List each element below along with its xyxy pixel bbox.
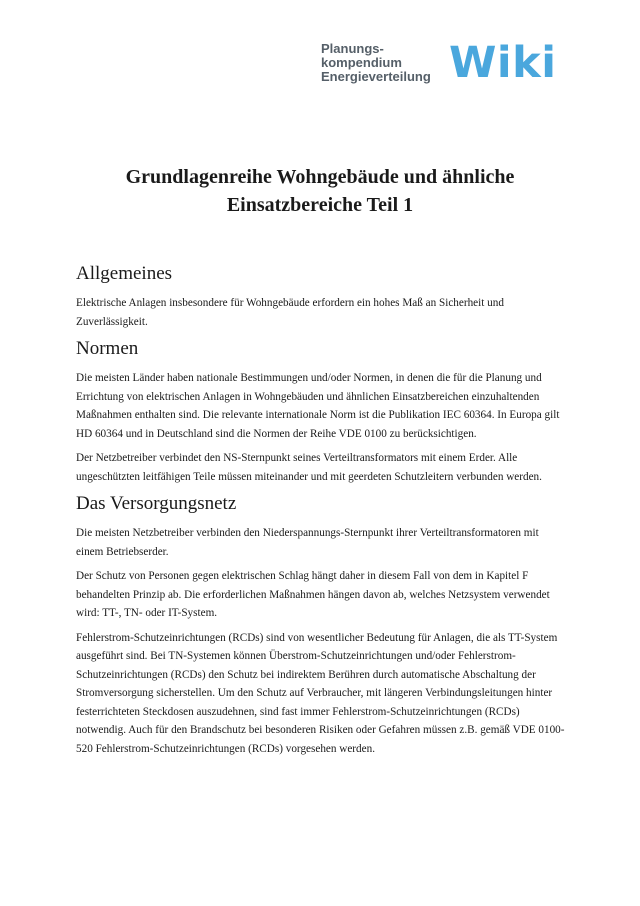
logo-line-2: kompendium	[321, 55, 402, 70]
section-heading: Das Versorgungsnetz	[76, 493, 237, 514]
page-title	[60, 163, 580, 219]
logo-line-3: Energieverteilung	[321, 69, 431, 84]
section-heading: Normen	[76, 338, 139, 359]
document-body	[76, 262, 568, 764]
paragraph: Die meisten Länder haben nationale Bestimmungen und/oder Normen, in denen die für die Planung und Errichtung von elektrischen Anlagen in Wohngebäuden und ähnlichen Einsatzbereichen einzuhaltenden Maßnahmen enthalten sind. Die relevante internationale Norm ist die Publikation IEC 60364. In Europa gilt HD 60364 und in Deutschland sind die Normen der Reihe VDE 0100 zu berücksichtigen.	[76, 372, 560, 440]
logo-line-1: Planungs-	[321, 41, 384, 56]
paragraph: Der Schutz von Personen gegen elektrischen Schlag hängt daher in diesem Fall von dem in Kapitel F behandelten Prinzip ab. Die erforderlichen Maßnahmen hängen davon ab, welches Netzsystem verwendet wird: TT-, TN- oder IT-System.	[76, 570, 550, 619]
paragraph: Fehlerstrom-Schutzeinrichtungen (RCDs) sind von wesentlicher Bedeutung für Anlagen, die als TT-System ausgeführt sind. Bei TN-Systemen können Überstrom-Schutzeinrichtungen und/oder Fehlerstrom-Schutzeinrichtungen (RCDs) den Schutz bei indirektem Berühren durch automatische Abschaltung der Stromversorgung sicherstellen. Um den Schutz auf Verbraucher, mit längeren Verbindungsleitungen hinter festerrichteten Steckdosen auszudehnen, sind fast immer Fehlerstrom-Schutzeinrichtungen (RCDs) notwendig. Auch für den Brandschutz bei besonderen Risiken oder Gefahren müssen z.B. gemäß VDE 0100-520 Fehlerstrom-Schutzeinrichtungen (RCDs) vorgesehen werden.	[76, 631, 565, 755]
logo-wiki: Wiki	[449, 38, 557, 88]
section-normen	[76, 337, 568, 486]
section-heading: Allgemeines	[76, 263, 173, 284]
logo-text	[321, 42, 443, 84]
paragraph: Der Netzbetreiber verbindet den NS-Sternpunkt seines Verteiltransformators mit einem Erder. Alle ungeschützten leitfähigen Teile müssen miteinander und mit geerdeten Schutzleitern verbunden werden.	[76, 452, 542, 483]
section-allgemeines	[76, 262, 568, 331]
title-line-1: Grundlagenreihe Wohngebäude und ähnliche	[125, 166, 515, 188]
section-versorgungsnetz	[76, 492, 568, 758]
logo	[321, 40, 557, 86]
paragraph: Elektrische Anlagen insbesondere für Wohngebäude erfordern ein hohes Maß an Sicherheit und Zuverlässigkeit.	[76, 297, 504, 328]
paragraph: Die meisten Netzbetreiber verbinden den Niederspannungs-Sternpunkt ihrer Verteiltransformatoren mit einem Betriebserder.	[76, 527, 539, 558]
title-line-2: Einsatzbereiche Teil 1	[226, 194, 414, 216]
